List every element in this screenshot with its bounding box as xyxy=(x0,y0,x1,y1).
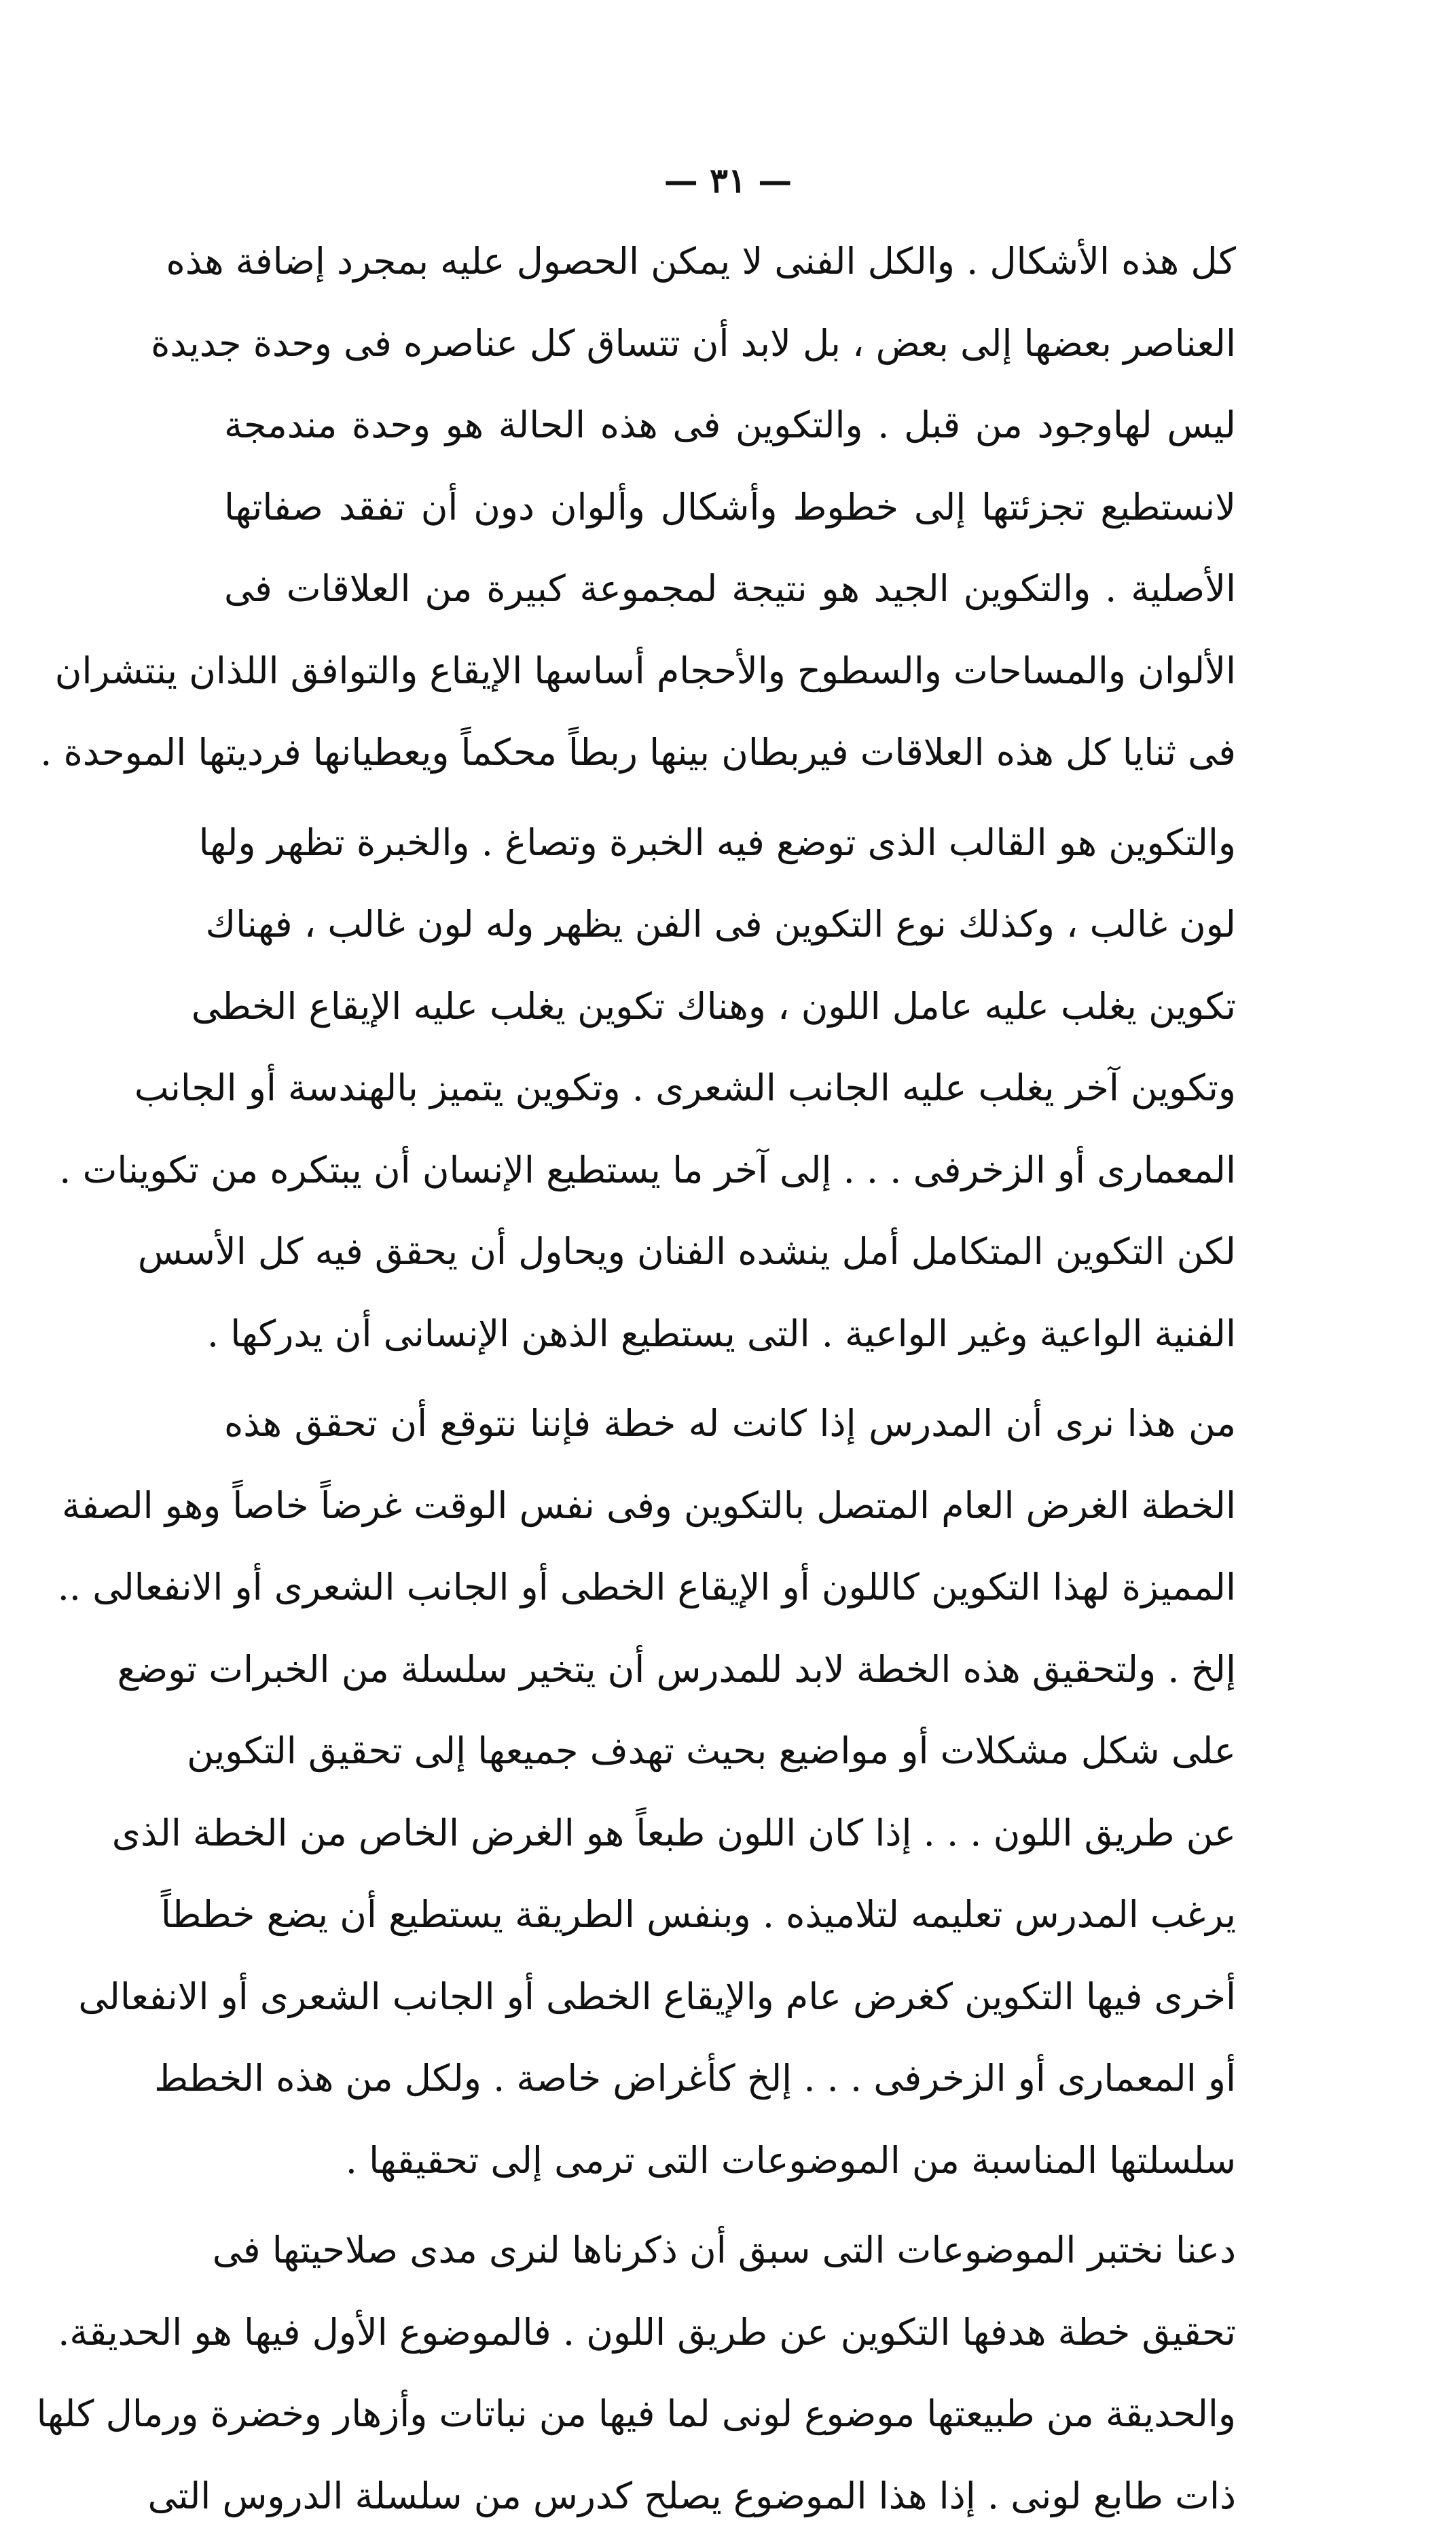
paragraph-4 xyxy=(224,2210,1236,2537)
text-line: تكوين يغلب عليه عامل اللون ، وهناك تكوين يغلب عليه الإيقاع الخطى xyxy=(224,966,1236,1048)
text-line: ذات طابع لونى . إذا هذا الموضوع يصلح كدرس من سلسلة الدروس التى xyxy=(224,2455,1236,2537)
text-line: المميزة لهذا التكوين كاللون أو الإيقاع الخطى أو الجانب الشعرى أو الانفعالى .. xyxy=(224,1547,1236,1629)
paragraph-3 xyxy=(224,1383,1236,2201)
paragraph-2 xyxy=(224,802,1236,1375)
text-line: إلخ . ولتحقيق هذه الخطة لابد للمدرس أن يتخير سلسلة من الخبرات توضع xyxy=(224,1629,1236,1711)
text-line: الفنية الواعية وغير الواعية . التى يستطيع الذهن الإنسانى أن يدركها . xyxy=(224,1293,1236,1375)
page-number: — ٣١ — xyxy=(0,160,1456,201)
text-line: المعمارى أو الزخرفى . . . إلى آخر ما يستطيع الإنسان أن يبتكره من تكوينات . xyxy=(224,1130,1236,1212)
text-line: سلسلتها المناسبة من الموضوعات التى ترمى إلى تحقيقها . xyxy=(224,2120,1236,2202)
paragraph-1 xyxy=(224,221,1236,794)
text-line: والتكوين هو القالب الذى توضع فيه الخبرة وتصاغ . والخبرة تظهر ولها xyxy=(224,802,1236,884)
text-line: الخطة الغرض العام المتصل بالتكوين وفى نفس الوقت غرضاً خاصاً وهو الصفة xyxy=(224,1465,1236,1547)
text-line: يرغب المدرس تعليمه لتلاميذه . وبنفس الطريقة يستطيع أن يضع خططاً xyxy=(224,1874,1236,1956)
text-line: الألوان والمساحات والسطوح والأحجام أساسها الإيقاع والتوافق اللذان ينتشران xyxy=(224,630,1236,713)
text-line: تحقيق خطة هدفها التكوين عن طريق اللون . فالموضوع الأول فيها هو الحديقة. xyxy=(224,2292,1236,2374)
text-line: لكن التكوين المتكامل أمل ينشده الفنان ويحاول أن يحقق فيه كل الأسس xyxy=(224,1211,1236,1293)
text-line: لون غالب ، وكذلك نوع التكوين فى الفن يظهر وله لون غالب ، فهناك xyxy=(224,884,1236,966)
text-line: أخرى فيها التكوين كغرض عام والإيقاع الخطى أو الجانب الشعرى أو الانفعالى xyxy=(224,1956,1236,2038)
text-line: وتكوين آخر يغلب عليه الجانب الشعرى . وتكوين يتميز بالهندسة أو الجانب xyxy=(224,1047,1236,1130)
text-line: العناصر بعضها إلى بعض ، بل لابد أن تتساق كل عناصره فى وحدة جديدة xyxy=(224,303,1236,385)
text-line: عن طريق اللون . . . إذا كان اللون طبعاً هو الغرض الخاص من الخطة الذى xyxy=(224,1793,1236,1875)
text-line: كل هذه الأشكال . والكل الفنى لا يمكن الحصول عليه بمجرد إضافة هذه xyxy=(224,221,1236,303)
text-line: ليس لهاوجود من قبل . والتكوين فى هذه الحالة هو وحدة مندمجة xyxy=(224,384,1236,467)
text-line: فى ثنايا كل هذه العلاقات فيربطان بينها ربطاً محكماً ويعطيانها فرديتها الموحدة . xyxy=(224,712,1236,794)
text-line: على شكل مشكلات أو مواضيع بحيث تهدف جميعها إلى تحقيق التكوين xyxy=(224,1710,1236,1793)
text-line: لانستطيع تجزئتها إلى خطوط وأشكال وألوان دون أن تفقد صفاتها xyxy=(224,467,1236,549)
body-text xyxy=(224,221,1236,2537)
text-line: من هذا نرى أن المدرس إذا كانت له خطة فإننا نتوقع أن تحقق هذه xyxy=(224,1383,1236,1465)
text-line: والحديقة من طبيعتها موضوع لونى لما فيها من نباتات وأزهار وخضرة ورمال كلها xyxy=(224,2373,1236,2455)
text-line: أو المعمارى أو الزخرفى . . . إلخ كأغراض خاصة . ولكل من هذه الخطط xyxy=(224,2038,1236,2120)
text-line: الأصلية . والتكوين الجيد هو نتيجة لمجموعة كبيرة من العلاقات فى xyxy=(224,548,1236,630)
text-line: دعنا نختبر الموضوعات التى سبق أن ذكرناها لنرى مدى صلاحيتها فى xyxy=(224,2210,1236,2292)
